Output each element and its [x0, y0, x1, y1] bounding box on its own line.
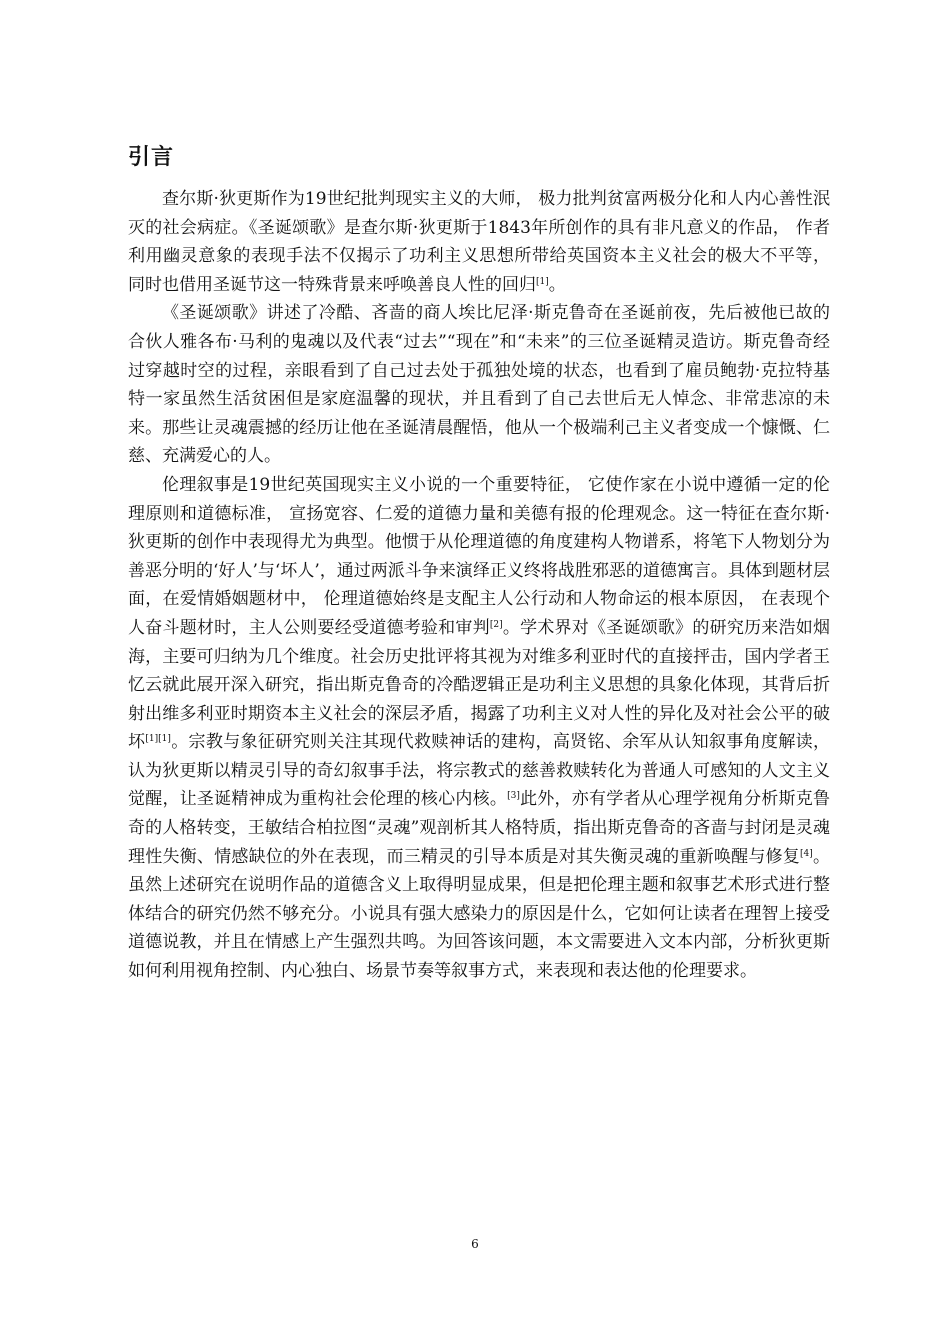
text-run: 伦理叙事是19世纪英国现实主义小说的一个重要特征， 它使作家在小说中遵循一定的伦理原则和道德标准， 宣扬宽容、仁爱的道德力量和美德有报的伦理观念。这一特征在查尔斯·狄更斯的创作中表现得尤为典型。他惯于从伦理道德的角度建构人物谱系，将笔下人物划分为善恶分明的‘好人’与‘坏人’，通过两派斗争来演绎正义终将战胜邪恶的道德寓言。具体到题材层面，在爱情婚姻题材中， 伦理道德始终是支配主人公行动和人物命运的根本原因， 在表现个人奋斗题材时，主人公则要经受道德考验和审判 [128, 474, 830, 638]
text-run: 。宗教与象征研究则关注其现代救赎神话的建构，高贤铭、余军从认知叙事角度解读，认为狄更斯以精灵引导的奇幻叙事手法，将宗教式的慈善救赎转化为普通人可感知的人文主义觉醒，让圣诞精神成为重构社会伦理的核心内核。 [128, 732, 831, 810]
text-run: 此外，亦有学者从心理学视角分析斯克鲁奇的人格转变，王敏结合柏拉图“灵魂”观剖析其人格特质，指出斯克鲁奇的吝啬与封闭是灵魂理性失衡、情感缺位的外在表现，而三精灵的引导本质是对其失衡灵魂的重新唤醒与修复 [128, 789, 831, 867]
citation-3: [3] [507, 791, 520, 802]
paragraph-3 [128, 471, 830, 986]
citation-2: [2] [489, 619, 503, 630]
paragraph-1 [128, 185, 830, 299]
page-number: 6 [471, 1237, 479, 1251]
text-run: 。虽然上述研究在说明作品的道德含义上取得明显成果，但是把伦理主题和叙事艺术形式进行整体结合的研究仍然不够充分。小说具有强大感染力的原因是什么，它如何让读者在理智上接受道德说教，并且在情感上产生强烈共鸣。为回答该问题，本文需要进入文本内部，分析狄更斯如何利用视角控制、内心独白、场景节奏等叙事方式，来表现和表达他的伦理要求。 [128, 846, 831, 982]
text-run: 。 [548, 274, 566, 295]
citation-1-1: [1][1] [145, 734, 171, 745]
paragraph-2 [128, 299, 830, 471]
text-run: 《圣诞颂歌》讲述了冷酷、吝啬的商人埃比尼泽·斯克鲁奇在圣诞前夜，先后被他已故的合伙人雅各布·马利的鬼魂以及代表“过去”“现在”和“未来”的三位圣诞精灵造访。斯克鲁奇经过穿越时空的过程，亲眼看到了自己过去处于孤独处境的状态，也看到了雇员鲍勃·克拉特基特一家虽然生活贫困但是家庭温馨的现状，并且看到了自己去世后无人悼念、非常悲凉的未来。那些让灵魂震撼的经历让他在圣诞清晨醒悟，他从一个极端利己主义者变成一个慷慨、仁慈、充满爱心的人。 [128, 303, 830, 467]
body-text [128, 185, 830, 986]
text-run: 查尔斯·狄更斯作为19世纪批判现实主义的大师， 极力批判贫富两极分化和人内心善性泯灭的社会病症。《圣诞颂歌》是查尔斯·狄更斯于1843年所创作的具有非凡意义的作品， 作者利用幽灵意象的表现手法不仅揭示了功利主义思想所带给英国资本主义社会的极大不平等， 同时也借用圣诞节这一特殊背景来呼唤善良人性的回归 [128, 189, 830, 295]
citation-4: [4] [800, 848, 813, 859]
citation-1: [1] [536, 276, 549, 287]
section-heading: 引言 [128, 145, 175, 170]
text-run: 。学术界对《圣诞颂歌》的研究历来浩如烟海，主要可归纳为几个维度。社会历史批评将其视为对维多利亚时代的直接抨击，国内学者王忆云就此展开深入研究，指出斯克鲁奇的冷酷逻辑正是功利主义思想的具象化体现，其背后折射出维多利亚时期资本主义社会的深层矛盾，揭露了功利主义对人性的异化及对社会公平的破坏 [128, 617, 831, 753]
